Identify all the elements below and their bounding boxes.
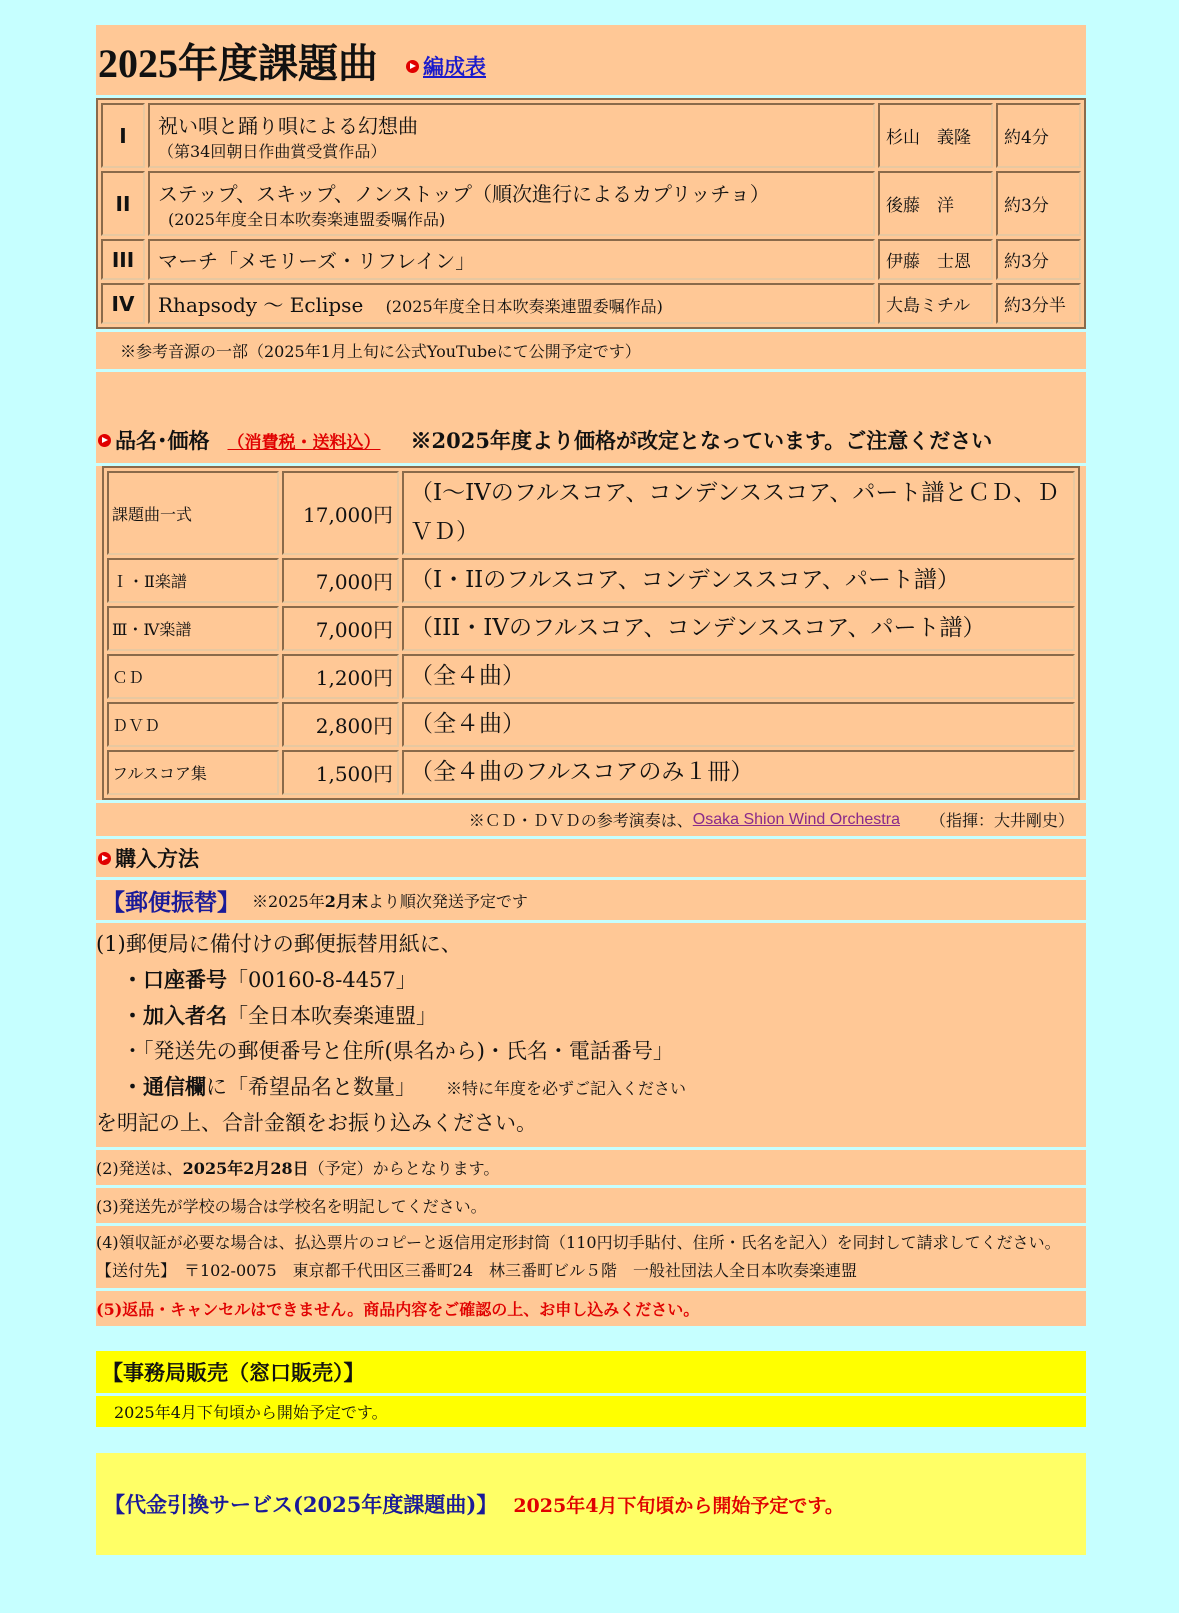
arrow-bullet-icon	[406, 60, 419, 73]
price-item: 課題曲一式	[107, 471, 279, 555]
step2-pre: (2)発送は、	[96, 1159, 183, 1178]
account-line	[96, 962, 1086, 998]
memo-label: ・通信欄	[122, 1074, 206, 1099]
piece-duration: 約3分半	[996, 283, 1081, 324]
piece-title-cell	[148, 239, 875, 280]
piece-number: IV	[101, 283, 145, 324]
table-row	[107, 471, 1075, 555]
price-value: 1,200円	[282, 654, 399, 699]
memo-note: ※特に年度を必ずご記入ください	[446, 1079, 687, 1098]
table-row	[101, 239, 1081, 280]
postal-title: 【郵便振替】	[102, 888, 240, 916]
piece-title-cell	[148, 171, 875, 236]
conductor: （指揮：大井剛史）	[929, 811, 1074, 830]
piece-title: ステップ、スキップ、ノンストップ（順次進行によるカプリッチョ）	[158, 181, 770, 206]
price-item: Ⅲ・Ⅳ楽譜	[107, 606, 279, 651]
table-row	[101, 283, 1081, 324]
piece-table	[96, 98, 1086, 329]
price-desc: （I・IIのフルスコア、コンデンススコア、パート譜）	[402, 558, 1075, 603]
page-title: 2025年度課題曲	[98, 40, 378, 86]
piece-subtitle: (2025年度全日本吹奏楽連盟委嘱作品)	[168, 209, 446, 229]
account-value: 「00160-8-4457」	[227, 968, 417, 992]
postal-note	[252, 889, 528, 912]
table-row	[107, 606, 1075, 651]
piece-duration: 約3分	[996, 239, 1081, 280]
audio-note: ※参考音源の一部（2025年1月上旬に公式YouTubeにて公開予定です）	[96, 332, 1086, 369]
price-item: フルスコア集	[107, 750, 279, 795]
piece-duration: 約4分	[996, 103, 1081, 168]
memo-value: に「希望品名と数量」	[206, 1075, 416, 1099]
piece-title: 祝い唄と踊り唄による幻想曲	[158, 113, 418, 138]
cod-heading: 【代金引換サービス(2025年度課題曲)】	[104, 1492, 498, 1517]
piece-title-cell	[148, 103, 875, 168]
purchase-heading-label: 購入方法	[115, 846, 199, 871]
holder-label: ・加入者名	[122, 1003, 227, 1028]
arrow-bullet-icon	[98, 852, 111, 865]
title-band	[96, 25, 1086, 95]
piece-composer: 伊藤 士恩	[878, 239, 993, 280]
step3-band: (3)発送先が学校の場合は学校名を明記してください。	[96, 1188, 1086, 1223]
office-heading: 【事務局販売（窓口販売）】	[96, 1351, 1086, 1393]
step2-post: （予定）からとなります。	[308, 1159, 500, 1178]
price-item: ＣＤ	[107, 654, 279, 699]
piece-number: I	[101, 103, 145, 168]
price-value: 2,800円	[282, 702, 399, 747]
postal-note-pre: ※2025年	[252, 891, 325, 911]
price-warning: ※2025年度より価格が改定となっています。ご注意ください	[410, 428, 993, 453]
piece-title-cell	[148, 283, 875, 324]
address-line: ・「発送先の郵便番号と住所(県名から)・氏名・電話番号」	[122, 1039, 674, 1063]
step5-band: (5)返品・キャンセルはできません。商品内容をご確認の上、お申し込みください。	[96, 1291, 1086, 1326]
piece-number: II	[101, 171, 145, 236]
price-heading-band	[96, 372, 1086, 463]
purchase-heading-band	[96, 839, 1086, 877]
price-item: ＤＶＤ	[107, 702, 279, 747]
piece-subtitle: （第34回朝日作曲賞受賞作品）	[158, 141, 387, 161]
reference-band	[96, 803, 1086, 836]
step1-outro: を明記の上、合計金額をお振り込みください。	[96, 1111, 537, 1135]
cod-text: 2025年4月下旬頃から開始予定です。	[513, 1494, 844, 1517]
table-row	[101, 171, 1081, 236]
page-content	[96, 25, 1086, 1555]
price-heading-label: 品名･価格	[115, 428, 210, 453]
table-row	[107, 750, 1075, 795]
tax-link[interactable]: （消費税・送料込）	[227, 432, 381, 453]
holder-value: 「全日本吹奏楽連盟」	[227, 1004, 437, 1028]
account-label: ・口座番号	[122, 967, 227, 992]
piece-duration: 約3分	[996, 171, 1081, 236]
price-value: 7,000円	[282, 558, 399, 603]
table-row	[107, 702, 1075, 747]
step2-band	[96, 1150, 1086, 1185]
postal-band	[96, 880, 1086, 920]
reference-prefix: ※ＣＤ・ＤＶＤの参考演奏は、	[468, 811, 693, 830]
piece-composer: 杉山 義隆	[878, 103, 993, 168]
price-value: 17,000円	[282, 471, 399, 555]
price-table	[102, 466, 1080, 800]
performer-link[interactable]: Osaka Shion Wind Orchestra	[692, 810, 900, 828]
table-row	[107, 654, 1075, 699]
office-text: 2025年4月下旬頃から開始予定です。	[96, 1396, 1086, 1427]
price-table-wrap	[96, 466, 1086, 800]
table-row	[101, 103, 1081, 168]
price-heading	[96, 425, 992, 455]
price-desc: （全４曲のフルスコアのみ１冊）	[402, 750, 1075, 795]
price-item: Ｉ・Ⅱ楽譜	[107, 558, 279, 603]
table-row	[107, 558, 1075, 603]
piece-number: III	[101, 239, 145, 280]
step1-band	[96, 923, 1086, 1147]
arrow-bullet-icon	[98, 434, 111, 447]
piece-title: Rhapsody 〜 Eclipse	[158, 293, 364, 317]
memo-line	[96, 1069, 1086, 1106]
piece-composer: 後藤 洋	[878, 171, 993, 236]
step1-intro: (1)郵便局に備付けの郵便振替用紙に、	[96, 932, 462, 956]
step2-bold: 2025年2月28日	[182, 1159, 309, 1178]
price-desc: （全４曲）	[402, 654, 1075, 699]
price-value: 1,500円	[282, 750, 399, 795]
piece-subtitle: (2025年度全日本吹奏楽連盟委嘱作品)	[385, 297, 663, 316]
price-desc: （III・IVのフルスコア、コンデンススコア、パート譜）	[402, 606, 1075, 651]
cod-band	[96, 1453, 1086, 1555]
formation-link-wrap	[406, 51, 486, 81]
piece-composer: 大島ミチル	[878, 283, 993, 324]
step4-band	[96, 1226, 1086, 1288]
postal-note-bold: 2月末	[324, 891, 368, 911]
price-value: 7,000円	[282, 606, 399, 651]
purchase-heading	[96, 843, 199, 873]
price-desc: （I〜IVのフルスコア、コンデンススコア、パート譜とＣＤ、ＤＶＤ）	[402, 471, 1075, 555]
piece-title: マーチ「メモリーズ・リフレイン」	[158, 249, 476, 273]
send-to: 【送付先】 〒102-0075 東京都千代田区三番町24 林三番町ビル５階 一般社団法人全日本吹奏楽連盟	[96, 1261, 858, 1280]
price-desc: （全４曲）	[402, 702, 1075, 747]
holder-line	[96, 998, 1086, 1034]
step4-text: (4)領収証が必要な場合は、払込票片のコピーと返信用定形封筒（110円切手貼付、住所・氏名を記入）を同封して請求してください。	[96, 1233, 1061, 1252]
formation-link[interactable]: 編成表	[423, 54, 486, 79]
postal-note-post: より順次発送予定です	[367, 891, 528, 911]
